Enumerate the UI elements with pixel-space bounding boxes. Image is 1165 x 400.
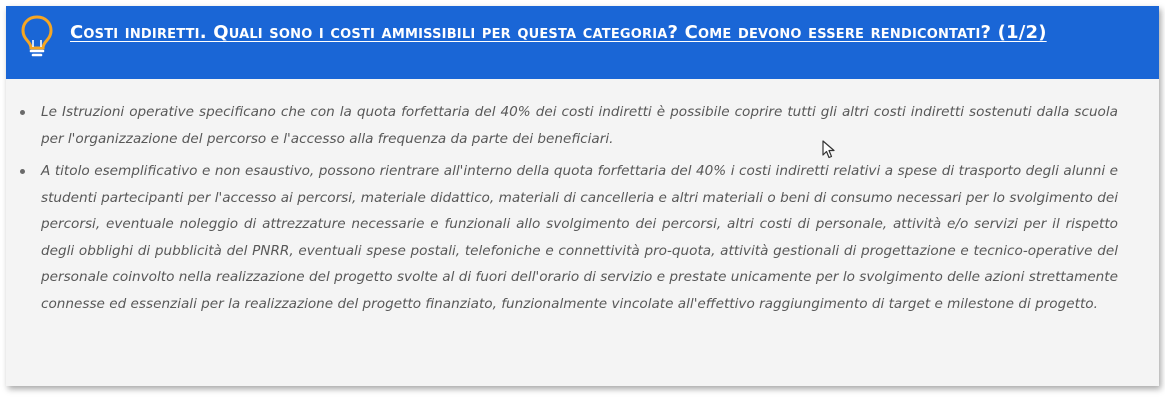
slide-header xyxy=(6,6,1159,79)
slide xyxy=(6,6,1159,386)
bullet-dot xyxy=(20,110,25,115)
slide-title: Costi indiretti. Quali sono i costi ammissibili per questa categoria? Come devono essere rendicontati? (1/2) xyxy=(70,22,1047,43)
bullet-dot xyxy=(20,169,25,174)
bullet-text: Le Istruzioni operative specificano che con la quota forfettaria del 40% dei costi indiretti è possibile coprire tutti gli altri costi indiretti sostenuti dalla scuola per l'organizzazione del percorso e l'accesso alla frequenza da parte dei beneficiari. xyxy=(41,104,1118,147)
lightbulb-icon xyxy=(20,14,54,58)
bullet-text: A titolo esemplificativo e non esaustivo, possono rientrare all'interno della quota forfettaria del 40% i costi indiretti relativi a spese di trasporto degli alunni e studenti partecipanti per l'accesso ai percorsi, materiale didattico, materiali di cancelleria e altri materiali o beni di consumo necessari per lo svolgimento dei percorsi, eventuale noleggio di attrezzature necessarie e funzionali allo svolgimento dei percorsi, altri costi di personale, attività e/o servizi per il rispetto degli obblighi di pubblicità del PNRR, eventuali spese postali, telefoniche e connettività pro-quota, attività gestionali di progettazione e tecnico-operative del personale coinvolto nella realizzazione del progetto svolte al di fuori dell'orario di servizio e prestate unicamente per lo svolgimento delle azioni strettamente connesse ed essenziali per la realizzazione del progetto finanziato, funzionalmente vincolate all'effettivo raggiungimento di target e milestone di progetto. xyxy=(41,163,1118,312)
bullet-item xyxy=(18,99,1118,152)
bullet-list xyxy=(18,99,1118,323)
bullet-item xyxy=(18,158,1118,317)
mouse-pointer-icon xyxy=(822,140,836,160)
